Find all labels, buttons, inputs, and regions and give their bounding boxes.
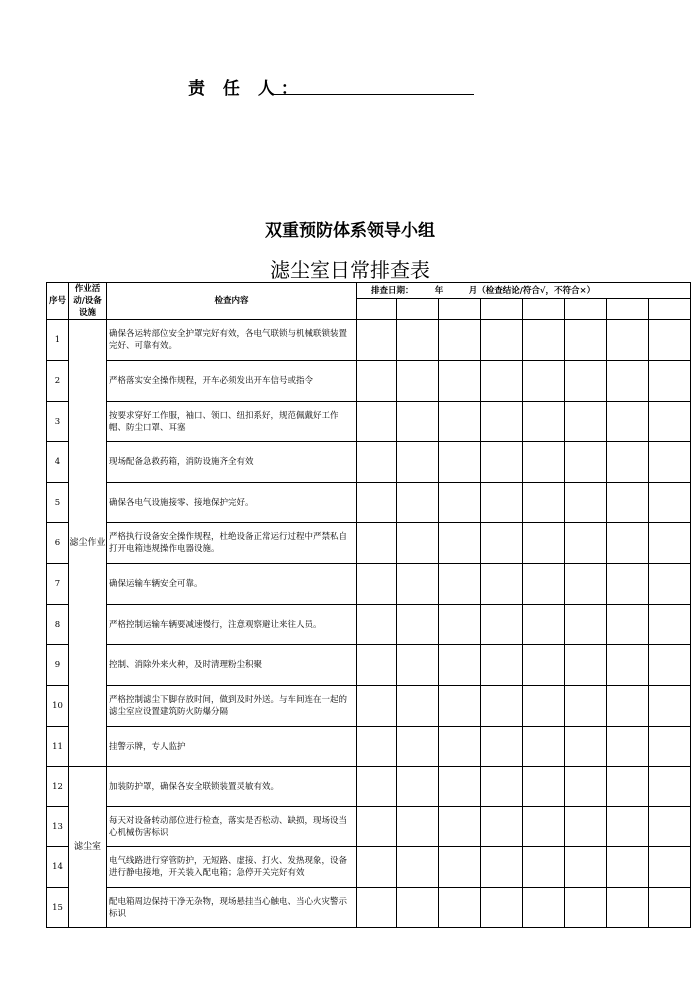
check-result-cell[interactable] [397,402,439,442]
check-result-cell[interactable] [357,686,397,727]
row-number: 4 [47,442,69,483]
check-result-cell[interactable] [439,564,481,605]
table-row [47,686,691,727]
check-result-cell[interactable] [565,767,607,807]
row-number: 10 [47,686,69,727]
table-row [47,523,691,564]
row-number: 6 [47,523,69,564]
check-result-cell[interactable] [565,686,607,727]
check-result-cell[interactable] [565,807,607,847]
check-result-cell[interactable] [523,483,565,523]
check-result-cell[interactable] [397,523,439,564]
check-result-cell[interactable] [439,605,481,645]
check-result-cell[interactable] [607,847,649,888]
check-result-cell[interactable] [649,605,691,645]
check-result-cell[interactable] [607,645,649,686]
check-result-cell[interactable] [397,483,439,523]
check-result-cell[interactable] [439,807,481,847]
check-result-cell[interactable] [649,727,691,767]
check-result-cell[interactable] [357,442,397,483]
col-header-activity: 作业活动/设备设施 [69,283,107,320]
check-result-cell[interactable] [481,888,523,928]
check-result-cell[interactable] [481,847,523,888]
check-result-cell[interactable] [439,888,481,928]
check-result-cell[interactable] [607,686,649,727]
check-result-cell[interactable] [607,605,649,645]
check-result-cell[interactable] [357,888,397,928]
check-result-cell[interactable] [649,767,691,807]
check-result-cell[interactable] [607,888,649,928]
check-content: 挂警示牌，专人监护 [107,727,357,767]
org-title: 双重预防体系领导小组 [265,221,435,241]
check-result-cell[interactable] [607,402,649,442]
table-row [47,645,691,686]
check-result-cell[interactable] [607,320,649,361]
check-result-cell[interactable] [523,402,565,442]
check-result-cell[interactable] [607,523,649,564]
row-number: 5 [47,483,69,523]
check-column-header [481,299,523,320]
check-result-cell[interactable] [649,645,691,686]
row-number: 2 [47,361,69,402]
check-result-cell[interactable] [523,605,565,645]
check-result-cell[interactable] [649,847,691,888]
row-number: 8 [47,605,69,645]
check-result-cell[interactable] [357,402,397,442]
check-result-cell[interactable] [481,767,523,807]
table-row [47,767,691,807]
check-content: 每天对设备转动部位进行检查，落实是否松动、缺损，现场设当心机械伤害标识 [107,807,357,847]
activity-group-cell: 滤尘室 [69,767,107,928]
check-result-cell[interactable] [523,686,565,727]
check-result-cell[interactable] [523,523,565,564]
check-result-cell[interactable] [649,686,691,727]
check-result-cell[interactable] [481,564,523,605]
check-column-header [607,299,649,320]
check-result-cell[interactable] [607,767,649,807]
check-result-cell[interactable] [649,888,691,928]
check-result-cell[interactable] [523,361,565,402]
responsible-label: 责 任 人： [188,79,304,99]
check-result-cell[interactable] [397,727,439,767]
check-result-cell[interactable] [397,361,439,402]
check-result-cell[interactable] [397,767,439,807]
table-row [47,605,691,645]
row-number: 13 [47,807,69,847]
check-result-cell[interactable] [397,686,439,727]
check-result-cell[interactable] [565,320,607,361]
check-result-cell[interactable] [481,645,523,686]
row-number: 15 [47,888,69,928]
check-result-cell[interactable] [565,523,607,564]
check-column-header [439,299,481,320]
check-result-cell[interactable] [439,767,481,807]
check-result-cell[interactable] [439,523,481,564]
check-result-cell[interactable] [565,605,607,645]
check-result-cell[interactable] [607,564,649,605]
check-result-cell[interactable] [439,645,481,686]
check-column-header [649,299,691,320]
check-result-cell[interactable] [523,888,565,928]
check-result-cell[interactable] [397,847,439,888]
check-content: 严格控制滤尘下脚存放时间，做到及时外送。与车间连在一起的滤尘室应设置建筑防火防爆分隔 [107,686,357,727]
check-content: 电气线路进行穿管防护，无短路、虚接、打火、发热现象，设备进行静电接地，开关装入配电箱；急停开关完好有效 [107,847,357,888]
table-row [47,888,691,928]
check-result-cell[interactable] [523,807,565,847]
check-result-cell[interactable] [523,442,565,483]
check-result-cell[interactable] [357,645,397,686]
check-result-cell[interactable] [565,847,607,888]
check-result-cell[interactable] [649,483,691,523]
col-header-seq: 序号 [47,283,69,320]
row-number: 3 [47,402,69,442]
date-header: 排查日期： 年 月（检查结论/符合√，不符合×） [357,283,691,299]
check-result-cell[interactable] [481,402,523,442]
check-column-header [523,299,565,320]
check-result-cell[interactable] [565,727,607,767]
table-row [47,402,691,442]
row-number: 9 [47,645,69,686]
check-result-cell[interactable] [397,320,439,361]
check-result-cell[interactable] [481,361,523,402]
check-result-cell[interactable] [607,807,649,847]
check-result-cell[interactable] [357,483,397,523]
check-result-cell[interactable] [523,320,565,361]
table-row [47,361,691,402]
check-content: 按要求穿好工作服，袖口、领口、纽扣系好，规范佩戴好工作帽、防尘口罩、耳塞 [107,402,357,442]
check-result-cell[interactable] [481,320,523,361]
check-result-cell[interactable] [481,483,523,523]
check-result-cell[interactable] [397,605,439,645]
check-result-cell[interactable] [357,523,397,564]
check-result-cell[interactable] [397,564,439,605]
check-result-cell[interactable] [357,361,397,402]
check-result-cell[interactable] [439,361,481,402]
check-content: 确保各电气设施接零、接地保护完好。 [107,483,357,523]
check-result-cell[interactable] [565,564,607,605]
check-result-cell[interactable] [357,605,397,645]
inspection-table [46,282,691,928]
check-column-header [397,299,439,320]
table-row [47,727,691,767]
check-result-cell[interactable] [397,888,439,928]
check-content: 确保各运转部位安全护罩完好有效，各电气联锁与机械联锁装置完好、可靠有效。 [107,320,357,361]
check-content: 配电箱周边保持干净无杂物，现场悬挂当心触电、当心火灾警示标识 [107,888,357,928]
check-result-cell[interactable] [357,847,397,888]
check-result-cell[interactable] [397,645,439,686]
check-result-cell[interactable] [607,361,649,402]
check-result-cell[interactable] [439,320,481,361]
check-result-cell[interactable] [357,807,397,847]
check-result-cell[interactable] [565,888,607,928]
row-number: 14 [47,847,69,888]
check-result-cell[interactable] [649,320,691,361]
row-number: 12 [47,767,69,807]
check-result-cell[interactable] [649,402,691,442]
check-result-cell[interactable] [649,442,691,483]
check-content: 确保运输车辆安全可靠。 [107,564,357,605]
table-row [47,847,691,888]
check-result-cell[interactable] [481,807,523,847]
responsible-signature-line [272,94,474,95]
check-result-cell[interactable] [523,767,565,807]
check-result-cell[interactable] [565,442,607,483]
table-row [47,564,691,605]
row-number: 11 [47,727,69,767]
check-result-cell[interactable] [481,523,523,564]
table-row [47,807,691,847]
check-result-cell[interactable] [397,807,439,847]
check-column-header [565,299,607,320]
check-result-cell[interactable] [607,442,649,483]
check-content: 严格落实安全操作规程，开车必须发出开车信号或指令 [107,361,357,402]
check-result-cell[interactable] [565,483,607,523]
form-title: 滤尘室日常排查表 [270,258,430,282]
check-content: 加装防护罩，确保各安全联锁装置灵敏有效。 [107,767,357,807]
check-result-cell[interactable] [357,727,397,767]
col-header-content: 检查内容 [107,283,357,320]
check-result-cell[interactable] [439,483,481,523]
check-content: 现场配备急救药箱，消防设施齐全有效 [107,442,357,483]
check-result-cell[interactable] [439,402,481,442]
check-column-header [357,299,397,320]
check-result-cell[interactable] [481,442,523,483]
check-content: 严格执行设备安全操作规程，杜绝设备正常运行过程中严禁私自打开电箱违规操作电器设施。 [107,523,357,564]
check-result-cell[interactable] [565,645,607,686]
activity-group-cell: 滤尘作业 [69,320,107,767]
check-result-cell[interactable] [565,361,607,402]
row-number: 1 [47,320,69,361]
check-result-cell[interactable] [523,564,565,605]
check-result-cell[interactable] [607,483,649,523]
check-result-cell[interactable] [357,320,397,361]
check-result-cell[interactable] [523,727,565,767]
check-content: 控制、消除外来火种，及时清理粉尘积聚 [107,645,357,686]
check-result-cell[interactable] [481,727,523,767]
check-result-cell[interactable] [357,767,397,807]
check-result-cell[interactable] [607,727,649,767]
check-result-cell[interactable] [439,442,481,483]
table-row [47,483,691,523]
check-result-cell[interactable] [649,564,691,605]
check-result-cell[interactable] [357,564,397,605]
check-result-cell[interactable] [523,847,565,888]
check-result-cell[interactable] [397,442,439,483]
check-result-cell[interactable] [649,361,691,402]
check-result-cell[interactable] [649,807,691,847]
check-result-cell[interactable] [439,727,481,767]
check-result-cell[interactable] [481,686,523,727]
check-result-cell[interactable] [523,645,565,686]
check-content: 严格控制运输车辆要减速慢行，注意观察避让来往人员。 [107,605,357,645]
check-result-cell[interactable] [439,686,481,727]
check-result-cell[interactable] [439,847,481,888]
check-result-cell[interactable] [565,402,607,442]
check-result-cell[interactable] [481,605,523,645]
table-row [47,320,691,361]
table-row [47,442,691,483]
row-number: 7 [47,564,69,605]
check-result-cell[interactable] [649,523,691,564]
